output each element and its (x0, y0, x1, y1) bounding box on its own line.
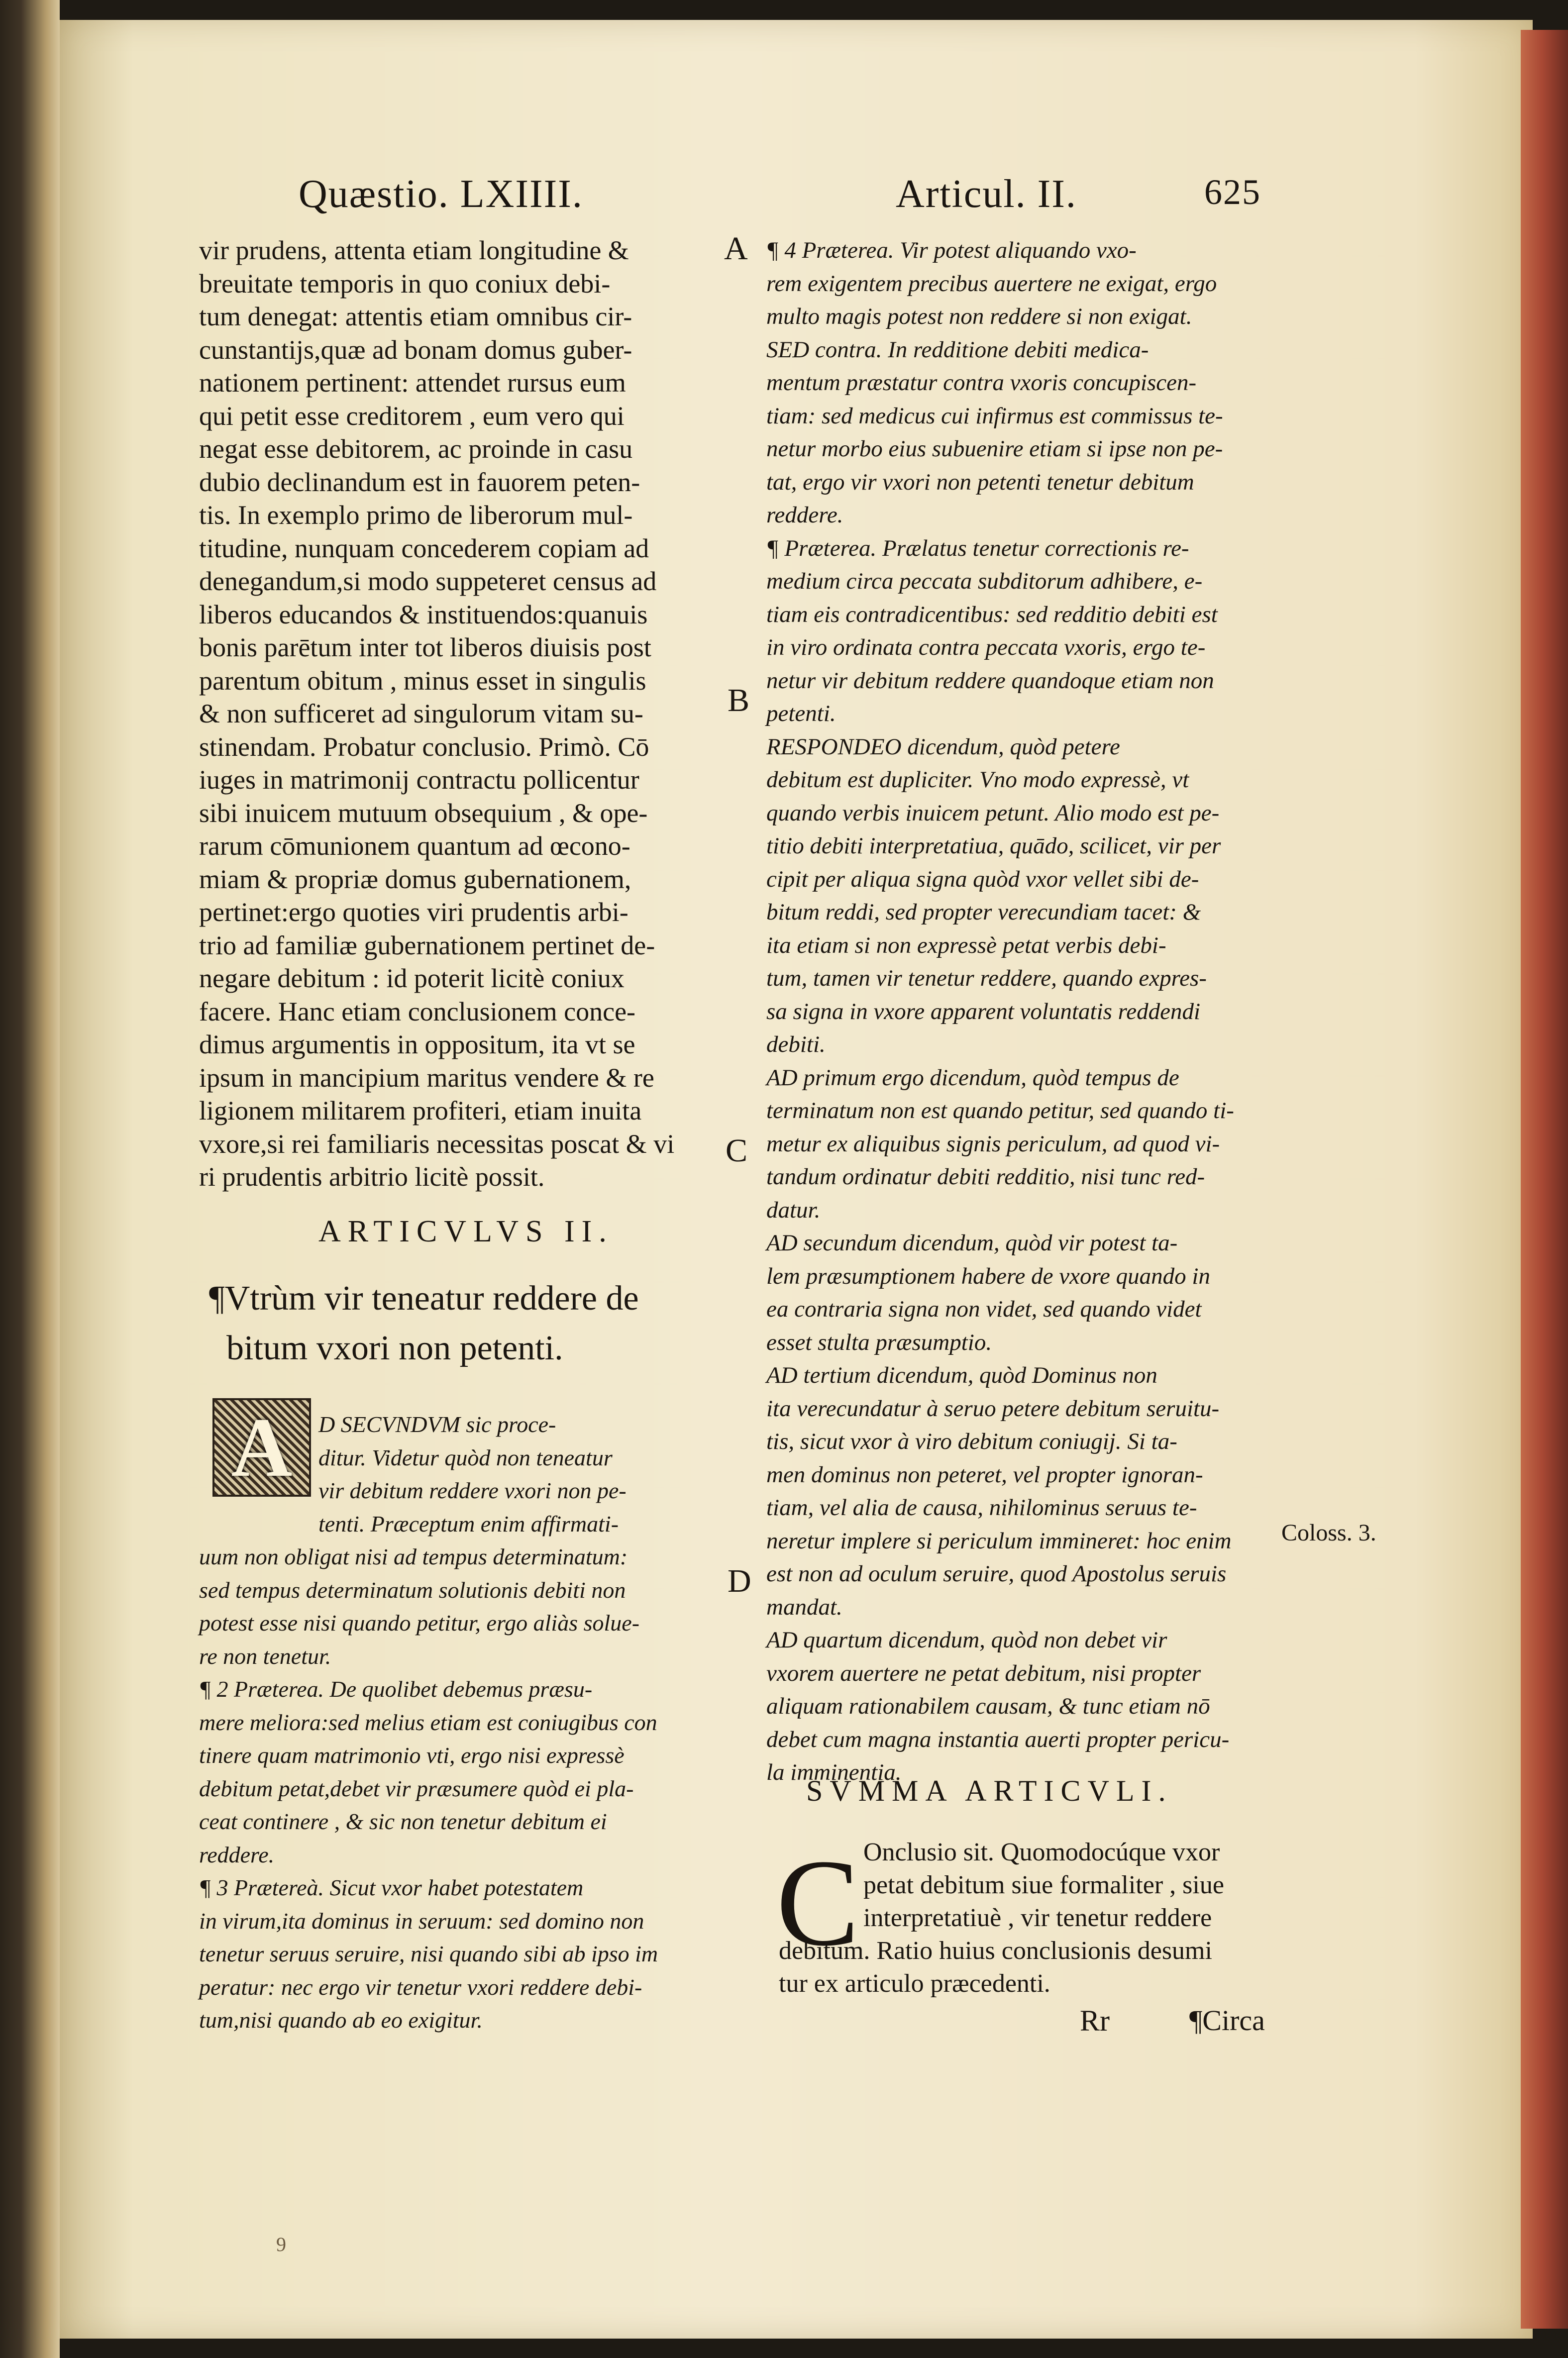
right-column-line: reddere. (766, 502, 843, 528)
catchword: ¶Circa (1189, 2004, 1265, 2037)
book-spine-shadow (0, 0, 60, 2358)
right-column-line: men dominus non peteret, vel propter ignoran- (766, 1461, 1203, 1488)
right-column-line: debiti. (766, 1031, 826, 1057)
right-column-line: debitum est dupliciter. Vno modo expressè, vt (766, 767, 1189, 793)
right-column-line: rem exigentem precibus auertere ne exigat, ergo (766, 270, 1217, 297)
left-column-line: vir prudens, attenta etiam longitudine & (199, 235, 629, 265)
left-column-line: titudine, nunquam concederem copiam ad (199, 533, 649, 563)
right-column-line: ¶ Præterea. Prælatus tenetur correctionis re- (766, 535, 1189, 561)
book-fore-edge (1521, 30, 1568, 2329)
summa-line: debitum. Ratio huius conclusionis desumi (779, 1937, 1212, 1965)
left-column-line: negare debitum : id poterit licitè coniux (199, 963, 625, 993)
right-column-line: datur. (766, 1197, 821, 1223)
question-title-line-1: ¶Vtrùm vir teneatur reddere de (209, 1279, 639, 1318)
right-column-line: est non ad oculum seruire, quod Apostolus seruis (766, 1561, 1227, 1587)
left-column-line: ri prudentis arbitrio licitè possit. (199, 1162, 545, 1192)
summa-line: petat debitum siue formaliter , siue (863, 1871, 1224, 1899)
right-column-line: tiam, vel alia de causa, nihilominus seruus te- (766, 1495, 1197, 1521)
left-column-line: ligionem militarem profiteri, etiam inuita (199, 1096, 642, 1126)
left-column-line: dimus argumentis in oppositum, ita vt se (199, 1029, 635, 1059)
left-column-line: cunstantijs,quæ ad bonam domus guber- (199, 334, 632, 365)
left-column-line: negat esse debitorem, ac proinde in casu (199, 434, 633, 464)
left-column-line: denegandum,si modo suppeteret census ad (199, 566, 657, 596)
left-column-line: parentum obitum , minus esset in singulis (199, 665, 646, 696)
initial-letter: A (231, 1401, 293, 1494)
running-head-left: Quæstio. LXIIII. (299, 172, 583, 216)
objection-line: tinere quam matrimonio vti, ergo nisi expressè (199, 1743, 625, 1768)
decorated-initial (212, 1398, 311, 1497)
left-column-line: nationem pertinent: attendet rursus eum (199, 368, 626, 398)
left-column-line: qui petit esse creditorem , eum vero qui (199, 401, 625, 431)
right-column-line: tiam eis contradicentibus: sed redditio debiti est (766, 601, 1218, 627)
right-column-line: mandat. (766, 1594, 842, 1620)
objection-line: ceat continere , & sic non tenetur debitum ei (199, 1809, 607, 1834)
left-column-line: & non sufficeret ad singulorum vitam su- (199, 699, 643, 728)
right-column-line: bitum reddi, sed propter verecundiam tacet: & (766, 899, 1201, 925)
objection-line: tum,nisi quando ab eo exigitur. (199, 2007, 483, 2033)
objection-line: tenti. Præceptum enim affirmati- (318, 1511, 619, 1537)
left-column-line: bonis parētum inter tot liberos diuisis post (199, 632, 651, 662)
margin-note: Coloss. 3. (1281, 1520, 1376, 1546)
right-column-line: metur ex aliquibus signis periculum, ad quod vi- (766, 1130, 1220, 1157)
objection-line: re non tenetur. (199, 1643, 331, 1669)
right-column-line: debet cum magna instantia auerti propter pericu- (766, 1726, 1230, 1752)
right-column-line: ea contraria signa non videt, sed quando videt (766, 1296, 1202, 1322)
right-column-line: neretur implere si periculum immineret: hoc enim (766, 1528, 1232, 1554)
left-column-line: tis. In exemplo primo de liberorum mul- (199, 500, 633, 530)
footer-mark: 9 (276, 2233, 286, 2255)
left-column-line: rarum cōmunionem quantum ad œcono- (199, 831, 630, 861)
right-column-line: tis, sicut vxor à viro debitum coniugij. Si ta- (766, 1429, 1177, 1454)
article-heading: ARTICVLVS II. (318, 1215, 614, 1248)
right-column-line: medium circa peccata subditorum adhibere, e- (766, 568, 1203, 594)
objection-line: in virum,ita dominus in seruum: sed domino non (199, 1908, 644, 1934)
right-column-line: in viro ordinata contra peccata vxoris, ergo te- (766, 634, 1206, 660)
left-column-line: sibi inuicem mutuum obsequium , & ope- (199, 798, 648, 828)
margin-letter-a: A (724, 230, 748, 267)
summa-initial: C (776, 1834, 859, 1972)
left-column-line: ipsum in mancipium maritus vendere & re (199, 1062, 654, 1093)
left-column-line: vxore,si rei familiaris necessitas poscat & vi (199, 1128, 675, 1159)
right-column-line: lem præsumptionem habere de vxore quando in (766, 1263, 1210, 1289)
right-column-line: mentum præstatur contra vxoris concupiscen- (766, 370, 1197, 396)
right-column-line: sa signa in vxore apparent voluntatis reddendi (766, 998, 1201, 1025)
signature-mark: Rr (1080, 2004, 1110, 2037)
left-column-line: trio ad familiæ gubernationem pertinet de- (199, 930, 655, 960)
objection-line: tenetur seruus seruire, nisi quando sibi ab ipso im (199, 1941, 658, 1966)
right-column-line: ita verecundatur à seruo petere debitum seruitu- (766, 1395, 1220, 1422)
right-column-line: tandum ordinatur debiti redditio, nisi tunc red- (766, 1164, 1205, 1190)
right-column-line: tum, tamen vir tenetur reddere, quando expres- (766, 965, 1207, 991)
left-column-line: tum denegat: attentis etiam omnibus cir- (199, 302, 632, 331)
right-column-line: netur vir debitum reddere quandoque etiam non (766, 667, 1214, 694)
right-column-line: terminatum non est quando petitur, sed quando ti- (766, 1098, 1234, 1124)
objection-line: vir debitum reddere vxori non pe- (318, 1478, 627, 1503)
right-column-line: multo magis potest non reddere si non exigat. (766, 304, 1192, 329)
right-column-line: AD tertium dicendum, quòd Dominus non (766, 1362, 1157, 1388)
right-column-line: netur morbo eius subuenire etiam si ipse non pe- (766, 436, 1223, 462)
question-title-line-2: bitum vxori non petenti. (226, 1329, 563, 1367)
right-column-line: la imminentia. (766, 1759, 902, 1785)
right-column-line: quando verbis inuicem petunt. Alio modo est pe- (766, 800, 1220, 826)
left-column-line: miam & propriæ domus gubernationem, (199, 864, 631, 894)
summa-heading: SVMMA ARTICVLI. (806, 1774, 1173, 1807)
right-column-line: ita etiam si non expressè petat verbis debi- (766, 932, 1166, 958)
left-column-line: dubio declinandum est in fauorem peten- (199, 467, 640, 497)
left-column-line: stinendam. Probatur conclusio. Primò. Cō (199, 731, 649, 762)
summa-line: tur ex articulo præcedenti. (779, 1969, 1050, 1998)
left-column-line: iuges in matrimonij contractu pollicentur (199, 765, 639, 795)
running-head-right: Articul. II. (896, 172, 1077, 216)
right-column-line: titio debiti interpretatiua, quādo, scilicet, vir per (766, 833, 1221, 859)
objection-line: sed tempus determinatum solutionis debiti non (199, 1577, 626, 1603)
margin-letter-b: B (728, 682, 750, 718)
summa-line: interpretatiuè , vir tenetur reddere (863, 1904, 1212, 1932)
objection-line: potest esse nisi quando petitur, ergo aliàs solue- (199, 1610, 640, 1636)
objection-line: mere meliora:sed melius etiam est coniugibus con (199, 1709, 657, 1735)
right-column-line: AD quartum dicendum, quòd non debet vir (766, 1627, 1167, 1653)
objection-line: debitum petat,debet vir præsumere quòd ei pla- (199, 1775, 634, 1801)
left-column-line: breuitate temporis in quo coniux debi- (199, 268, 611, 299)
objection-line: D SECVNDVM sic proce- (318, 1412, 556, 1437)
objection-line: ditur. Videtur quòd non teneatur (318, 1444, 613, 1470)
objection-line: peratur: nec ergo vir tenetur vxori reddere debi- (199, 1974, 642, 2000)
right-column-line: petenti. (766, 701, 836, 726)
left-column-line: liberos educandos & instituendos:quanuis (199, 599, 648, 629)
right-column-line: esset stulta præsumptio. (766, 1329, 992, 1355)
right-column-line: cipit per aliqua signa quòd vxor vellet sibi de- (766, 866, 1199, 892)
summa-line: Onclusio sit. Quomodocúque vxor (863, 1838, 1220, 1866)
right-column-line: tiam: sed medicus cui infirmus est commissus te- (766, 403, 1223, 429)
right-column-line: AD secundum dicendum, quòd vir potest ta- (766, 1230, 1178, 1256)
objection-line: ¶ 3 Prætereà. Sicut vxor habet potestatem (199, 1875, 584, 1900)
left-column-line: facere. Hanc etiam conclusionem conce- (199, 996, 636, 1026)
right-column-line: AD primum ergo dicendum, quòd tempus de (766, 1064, 1179, 1091)
right-column-line: RESPONDEO dicendum, quòd petere (766, 733, 1120, 760)
right-column-line: aliquam rationabilem causam, & tunc etiam nō (766, 1693, 1210, 1719)
right-column-line: tat, ergo vir vxori non petenti tenetur debitum (766, 469, 1194, 495)
objection-line: uum non obligat nisi ad tempus determinatum: (199, 1544, 628, 1569)
objection-line: ¶ 2 Præterea. De quolibet debemus præsu- (199, 1676, 593, 1702)
right-column-line: ¶ 4 Præterea. Vir potest aliquando vxo- (766, 237, 1137, 263)
margin-letter-c: C (726, 1132, 748, 1169)
left-column-line: pertinet:ergo quoties viri prudentis arbi- (199, 897, 628, 927)
margin-letter-d: D (728, 1563, 751, 1599)
objection-line: reddere. (199, 1842, 275, 1867)
right-column-line: SED contra. In redditione debiti medica- (766, 336, 1149, 363)
page-number: 625 (1204, 172, 1261, 212)
right-column-line: vxorem auertere ne petat debitum, nisi propter (766, 1660, 1201, 1686)
